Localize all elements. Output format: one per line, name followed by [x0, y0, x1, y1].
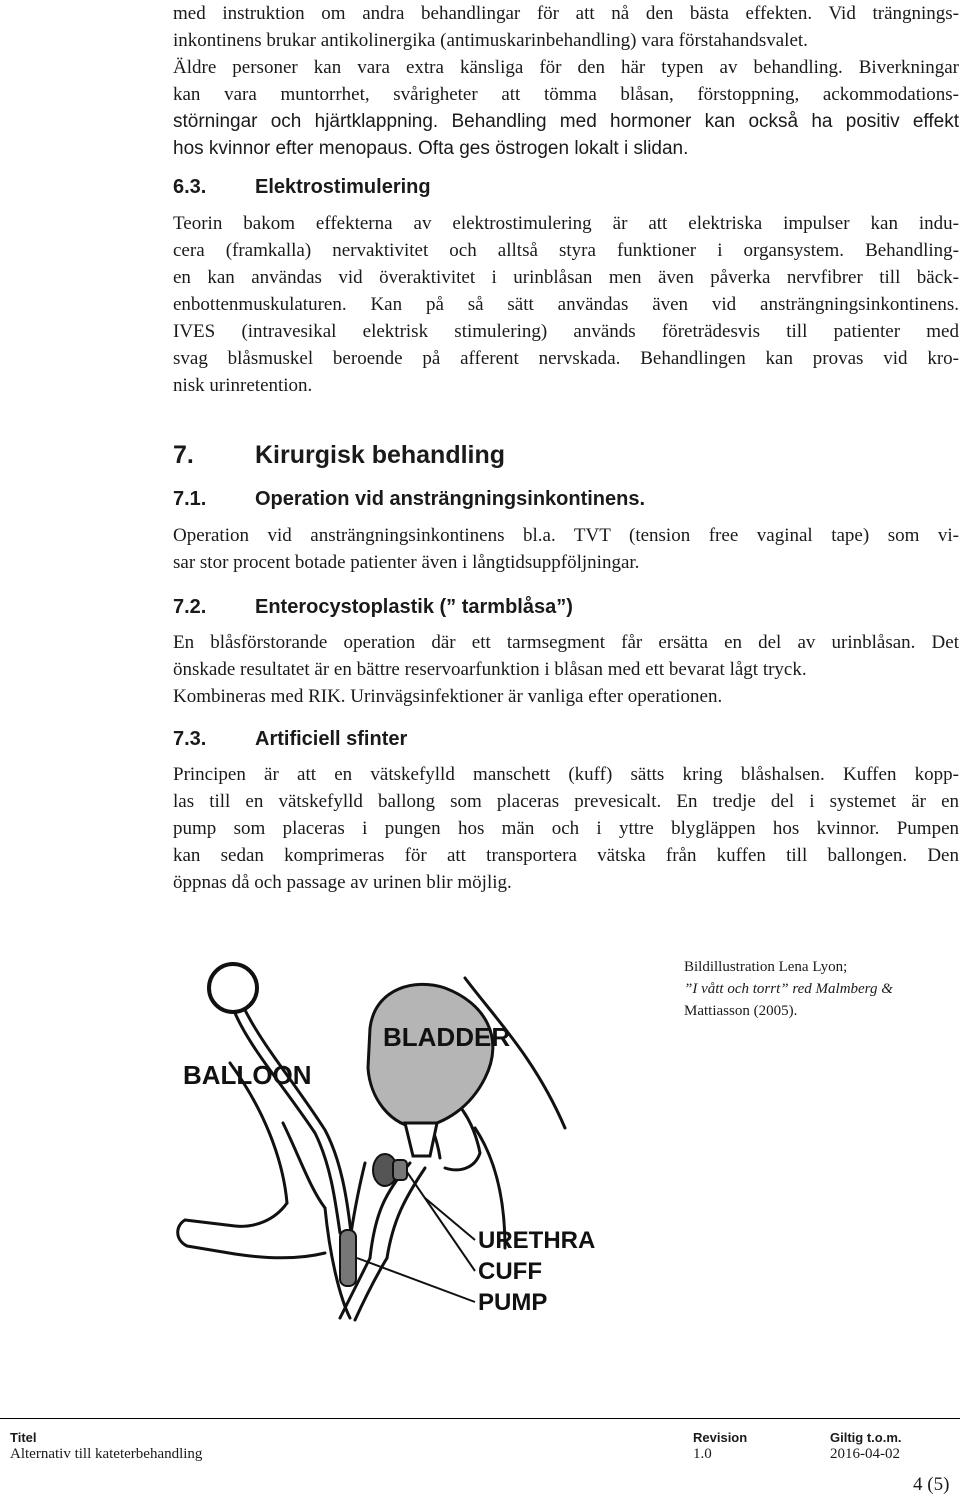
text-line: enbottenmuskulaturen. Kan på så sätt användas även vid ansträngningsinkontinens. [173, 294, 959, 315]
cuff-label: CUFF [478, 1258, 542, 1285]
text-line: las till en vätskefylld ballong som placeras prevesicalt. En tredje del i systemet är en [173, 791, 959, 812]
text-line: kan sedan komprimeras för att transportera vätska från kuffen till ballongen. Den [173, 845, 959, 866]
balloon-label: BALLOON [183, 1060, 312, 1090]
text-line: med instruktion om andra behandlingar för att nå den bästa effekten. Vid trängnings- [173, 3, 959, 24]
section-title: Operation vid ansträngningsinkontinens. [255, 488, 646, 510]
text-line: hos kvinnor efter menopaus. Ofta ges östrogen lokalt i slidan. [173, 138, 689, 159]
figure-caption [684, 956, 960, 1022]
text-line: önskade resultatet är en bättre reservoarfunktion i blåsan med ett bevarat lågt tryck. [173, 659, 807, 680]
footer-valid-label: Giltig t.o.m. [830, 1430, 902, 1445]
text-line: inkontinens brukar antikolinergika (antimuskarinbehandling) vara förstahandsvalet. [173, 30, 808, 51]
section-heading-6-3 [173, 176, 431, 199]
text-line: svag blåsmuskel beroende på afferent nervskada. Behandlingen kan provas vid kro- [173, 348, 959, 369]
text-line: Teorin bakom effekterna av elektrostimulering är att elektriska impulser kan indu- [173, 213, 959, 234]
section-title: Elektrostimulering [255, 176, 431, 198]
chapter-title: Kirurgisk behandling [255, 441, 506, 469]
section-number: 7.1. [173, 488, 207, 510]
bladder-shape [368, 984, 493, 1128]
text-line: Operation vid ansträngningsinkontinens bl.a. TVT (tension free vaginal tape) som vi- [173, 525, 959, 546]
text-line: IVES (intravesikal elektrisk stimulering) används företrädesvis till patienter med [173, 321, 959, 342]
section-number: 7.2. [173, 596, 207, 618]
text-line: cera (framkalla) nervaktivitet och alltså styra funktioner i organsystem. Behandling- [173, 240, 959, 261]
section-title: Artificiell sfinter [255, 728, 408, 750]
section-heading-7-3 [173, 728, 407, 751]
artificial-sphincter-illustration [175, 958, 596, 1328]
footer-title-label: Titel [10, 1430, 37, 1445]
section-7-1-paragraph [173, 522, 959, 576]
footer-valid-value: 2016-04-02 [830, 1446, 900, 1462]
urethra-label: URETHRA [478, 1227, 596, 1254]
section-7-2-paragraph [173, 629, 959, 710]
text-line: Kombineras med RIK. Urinvägsinfektioner är vanliga efter operationen. [173, 686, 723, 707]
section-7-3-paragraph [173, 761, 959, 896]
pump-label: PUMP [478, 1289, 548, 1316]
caption-line: Mattiasson (2005). [684, 1003, 798, 1019]
text-line: Principen är att en vätskefylld manschett (kuff) sätts kring blåshalsen. Kuffen kopp- [173, 764, 959, 785]
text-line: pump som placeras i pungen hos män och i yttre blygläppen hos kvinnor. Pumpen [173, 818, 959, 839]
footer-title-value: Alternativ till kateterbehandling [10, 1446, 203, 1462]
pump-shape [340, 1230, 356, 1286]
section-heading-7-1 [173, 488, 645, 511]
text-line: öppnas då och passage av urinen blir möjlig. [173, 872, 512, 893]
caption-line: Bildillustration Lena Lyon; [684, 959, 848, 975]
chapter-number: 7. [173, 441, 194, 469]
text-line: en kan användas vid överaktivitet i urinblåsan men även påverka nervfibrer till bäck- [173, 267, 959, 288]
text-line: sar stor procent botade patienter även i långtidsuppföljningar. [173, 552, 640, 573]
section-heading-7-2 [173, 596, 573, 619]
section-number: 6.3. [173, 176, 207, 198]
intro-paragraph [173, 0, 959, 162]
footer-revision-value: 1.0 [693, 1446, 712, 1462]
section-number: 7.3. [173, 728, 207, 750]
chapter-heading-7 [173, 441, 505, 470]
bladder-label: BLADDER [383, 1022, 511, 1052]
section-title: Enterocystoplastik (” tarmblåsa”) [255, 596, 573, 618]
page-number: 4 (5) [913, 1474, 950, 1495]
balloon-reservoir [209, 964, 257, 1012]
text-line: nisk urinretention. [173, 375, 313, 396]
caption-line: ”I vått och torrt” red Malmberg & [684, 981, 893, 997]
text-line: kan vara muntorrhet, svårigheter att tömma blåsan, förstoppning, ackommodations- [173, 84, 959, 105]
footer-revision-label: Revision [693, 1430, 748, 1445]
footer-divider [0, 1418, 960, 1419]
text-line: störningar och hjärtklappning. Behandling med hormoner kan också ha positiv effekt [173, 111, 959, 132]
text-line: En blåsförstorande operation där ett tarmsegment får ersätta en del av urinblåsan. Det [173, 632, 959, 653]
section-6-3-paragraph [173, 210, 959, 399]
text-line: Äldre personer kan vara extra känsliga för den här typen av behandling. Biverkningar [173, 57, 959, 78]
